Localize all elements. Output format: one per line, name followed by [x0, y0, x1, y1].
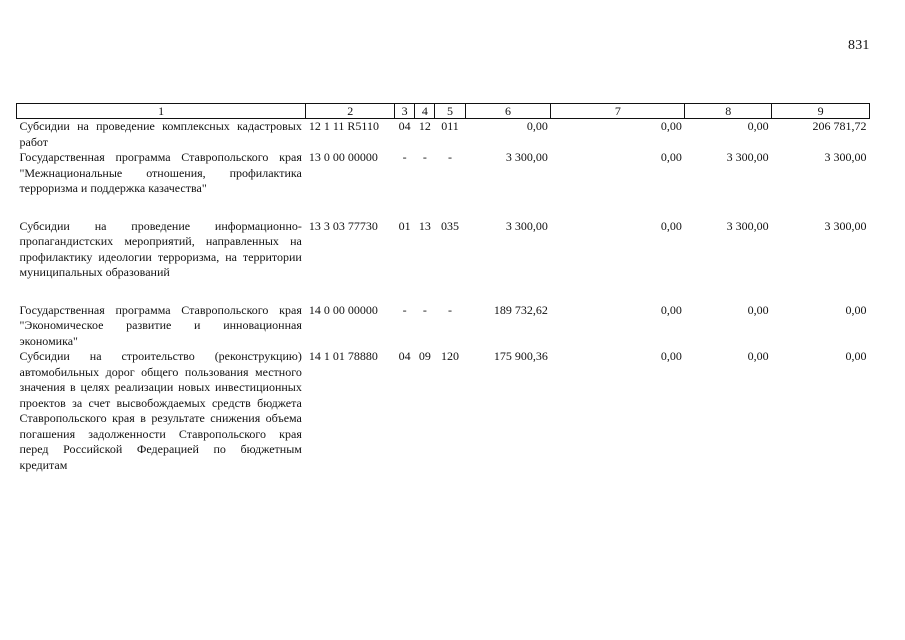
row-type: - [448, 150, 452, 164]
row-value-7: 0,00 [660, 218, 682, 233]
row-value-9: 0,00 [845, 349, 867, 363]
row-value-8: 0,00 [747, 119, 769, 133]
row-value-7: 0,00 [660, 119, 682, 133]
row-subsection: 12 [418, 119, 431, 133]
spacer-row [17, 281, 870, 303]
row-value-8: 0,00 [747, 302, 769, 317]
table-row [17, 349, 870, 473]
row-name: Государственная программа Ставропольского края "Экономическое развитие и инновационная экономика" [19, 302, 302, 348]
row-name: Субсидии на проведение комплексных кадастровых работ [19, 119, 302, 149]
row-value-9: 206 781,72 [812, 119, 867, 133]
row-value-6: 3 300,00 [505, 218, 548, 233]
table-row [17, 119, 870, 151]
row-code: 14 0 00 00000 [308, 302, 378, 317]
row-section: 04 [398, 349, 411, 363]
row-name: Государственная программа Ставропольского края "Межнациональные отношения, профилактика терроризма и поддержка казачества" [19, 150, 302, 195]
column-header-4: 4 [415, 104, 435, 119]
row-value-7: 0,00 [660, 150, 682, 164]
row-value-8: 0,00 [747, 349, 769, 363]
row-section: 04 [398, 119, 411, 133]
budget-table [16, 103, 870, 473]
page-number: 831 [848, 38, 870, 53]
row-type: 035 [441, 218, 459, 233]
row-value-8: 3 300,00 [726, 150, 769, 164]
row-subsection: - [422, 150, 427, 164]
table-header-row [17, 104, 870, 119]
row-subsection: - [422, 302, 427, 317]
row-type: 011 [441, 119, 459, 133]
row-code: 13 0 00 00000 [308, 150, 378, 164]
row-subsection: 13 [418, 218, 431, 233]
row-value-7: 0,00 [660, 349, 682, 363]
row-section: - [402, 302, 407, 317]
row-name: Субсидии на строительство (реконструкцию) автомобильных дорог общего пользования местного значения в целях реализации новых инвестиционных проектов за счет высвобождаемых средств бюджета Ставропольского края в результате снижения объема погашения задолженности Ставропольского края перед Российской Федерацией по бюджетным кредитам [19, 349, 302, 472]
table-row [17, 150, 870, 197]
row-name: Субсидии на проведение информационно-пропагандистских мероприятий, направленных на профилактику идеологии терроризма, на территории муниципальных образований [19, 218, 302, 279]
column-header-8: 8 [685, 104, 772, 119]
column-header-5: 5 [435, 104, 465, 119]
spacer-row [17, 197, 870, 219]
row-value-7: 0,00 [660, 302, 682, 317]
row-section: - [402, 150, 407, 164]
column-header-9: 9 [772, 104, 870, 119]
row-section: 01 [398, 218, 411, 233]
row-value-9: 0,00 [845, 302, 867, 317]
row-value-9: 3 300,00 [824, 150, 867, 164]
row-value-6: 189 732,62 [493, 302, 548, 317]
row-value-6: 3 300,00 [505, 150, 548, 164]
row-code: 13 3 03 77730 [308, 218, 378, 233]
row-value-6: 0,00 [526, 119, 548, 133]
column-header-7: 7 [551, 104, 685, 119]
row-code: 14 1 01 78880 [308, 349, 378, 363]
row-value-6: 175 900,36 [493, 349, 548, 363]
table-row [17, 303, 870, 350]
column-header-3: 3 [395, 104, 415, 119]
row-subsection: 09 [418, 349, 431, 363]
row-value-8: 3 300,00 [726, 218, 769, 233]
row-value-9: 3 300,00 [824, 218, 867, 233]
table-row [17, 219, 870, 281]
column-header-1: 1 [17, 104, 306, 119]
column-header-6: 6 [465, 104, 551, 119]
row-type: 120 [441, 349, 459, 363]
row-code: 12 1 11 R5110 [308, 119, 379, 133]
row-type: - [448, 302, 452, 317]
column-header-2: 2 [306, 104, 395, 119]
